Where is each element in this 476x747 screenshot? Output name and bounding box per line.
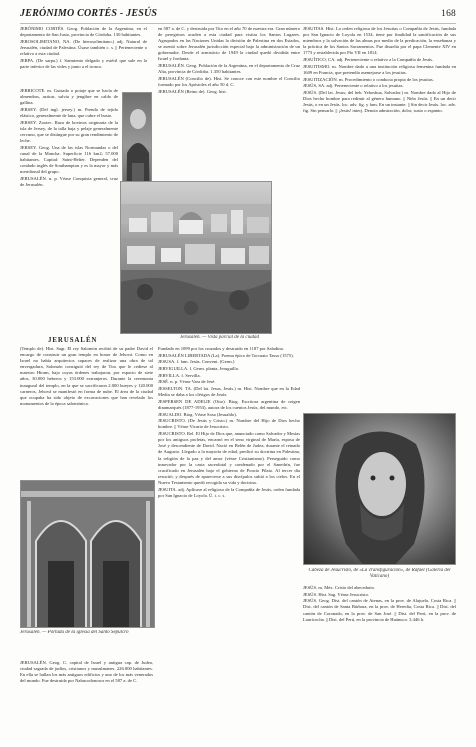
column-1-top-narrow: [20, 88, 118, 323]
entry: JESUITAS. Hist. La orden religiosa de los Jesuitas o Compañía de Jesús, fundada por San Ignacio de Loyola en 1534, tiene por finalidad la santificación de sus miembros y la salvación de las almas por medio de la predicación, la enseñanza y la práctica de los Santos Sacramentos. Fue disuelta por el papa Clemente XIV en 1773 y restablecida por Pío VII en 1814.: [303, 26, 456, 56]
column-3-top: [303, 26, 456, 410]
page-header: [20, 8, 456, 22]
column-2-middle: [158, 346, 300, 741]
entry: JESPERSEN DE ADELIE (Otto). Biog. Escritora argentina de origen dinamarqués (1877-1953), autora de los cuentos Jesús, del mundo, etc.: [158, 398, 300, 410]
entry: JESSELTON. TA. (Del lat. Jesus, Jesús.) m. Hist. Nombre que en la Edad Media se daba a los clérigos de Jesús.: [158, 386, 300, 398]
entry: JERPA. (De sarpa.) f. Sarmiento delgado y estéril que sale en la parte inferior de las vides y junto a el tronco.: [20, 57, 147, 69]
entry: JERUSALÉN (Reino de). Geog. hist.: [158, 88, 227, 94]
entry: JESUITIZACIÓN. m. Procedimiento o conducta propia de los jesuitas.: [303, 76, 434, 82]
entry: JESÚS. m. Méx. Cristo del abecedario.: [303, 585, 376, 590]
christ-head: [304, 414, 456, 565]
column-3-bottom: [303, 585, 456, 740]
running-head: JERÓNIMO CORTÉS - JESÚS: [20, 8, 158, 19]
entry: JERSEY. (Del ingl. jersey.) m. Prenda de tejido elástico, generalmente de lana, que cubre el busto.: [20, 106, 118, 118]
column-1-top: [20, 26, 147, 88]
entry: JESUCRISTO. (De Jesús y Cristo.) m. Nombre del Hijo de Dios hecho hombre. || Véase Vicario de Jesucristo.: [158, 418, 300, 430]
entry: JERÓNIMO CORTÉS. Geog. Población de la Argentina, en el departamento de San Justo, provincia de Córdoba. 130 habitantes.: [20, 26, 147, 38]
entry: JERUSALÉN. n. p. Véase Conquista general, cruz de Jerusalén.: [20, 175, 118, 187]
jerusalem-city-scene: [121, 182, 272, 334]
header-rule: [20, 23, 456, 24]
entry: JERUSALÉN LIBERTADA (La). Poema épico de Torcuato Tasso (1575).: [158, 352, 294, 358]
entry: JESÚS. Geog. Dist. del cantón de Atenas, en la prov. de Alajuela, Costa Rica. || Dist. del cantón de Santa Bárbara, en la prov. de Heredia, Costa Rica. || Dist. del cantón de Coronado, en la prov. de San José. || Dist. del Perú, en la prov. de Lauricocha. || Dist. del Perú, en la provincia de Huánuco. 3.446 h.: [303, 598, 456, 622]
jerusalem-caption: Jerusalén. — Vista parcial de la ciudad: [180, 335, 260, 340]
column-1-middle: [20, 346, 153, 478]
entry: JERVIGUILLA. f. Germ. planta, Jeruguilla.: [158, 366, 239, 372]
entry: Fundado en 1099 por los cruzados y destruido en 1187 por Saladino.: [158, 346, 285, 351]
entry: JERUSALÉN. Geog. C. capital de Israel y antigua cap. de Judea, ciudad sagrada de judíos, cristianos y musulmanes. 226.000 habitantes. En ella se hallan los más antiguos edificios y uno de los más venerados del mundo. Fue destruida por Nabucodonosor en el 587 a. de C.: [20, 660, 153, 684]
entry: en 587 a. de C. y destruida por Tito en el año 70 de nuestra era. Gran número de peregrinos acuden a esta ciudad para visitar los Santos Lugares. Agrupados en las Naciones Unidas la división de Palestina en dos Estados, se asentó sobre Jerusalén jurisdicción especial bajo la administración de un gobernador. Desde el armisticio de 1949 la ciudad quedó dividida entre Israel y Jordania.: [158, 26, 300, 62]
entry: JEROSOLIMITANO, NA. (De hierosolimitano.) adj. Natural de Jerusalén, ciudad de Palestina. Úsase también c. s. || Perteneciente o relativo a esta ciudad.: [20, 38, 147, 56]
entry: JESUCRISTO. Rel. El Hijo de Dios que, anunciado como Salvador y Mesías por los antiguos profetas, encarnó en el seno virginal de María, esposa de José y descendiente de David. Nació en Belén de Judea, durante el reinado de Augusto. Llegado a la mayoría de edad, predicó su doctrina en Palestina, la religión de la paz y del amor (véase Cristianismo). Perseguido como innovador por la casta sacerdotal y condenado por el Sanedrín, fue crucificado en Jerusalén bajo el gobierno de Poncio Pilato. Al tercer día resucitó, y después de aparecerse a sus discípulos subió a los cielos. En el Nuevo Testamento quedó recogida su vida y doctrina.: [158, 431, 300, 485]
entry: (Templo de). Hist. Sagr. El rey Salomón recibió de su padre David el encargo de construir un gran templo en honor de Jehová. Como en Israel no había arquitectos capaces de realizar una obra de tal envergadura, Salomón consiguió del rey de Tiro que le cediese al maestro Hiram, bajo cuyas órdenes trabajaron, por espacio de siete años, 30.000 hebreos y 153.000 extranjeros. Durante la ceremonia inaugural del templo, en la que se sacrificaron 2.000 bueyes y 120.000 carneros, Jehová se manifestó en forma de nube. El área de la ciudad que ocupaba ha sido objeto de excavaciones que han revelado los monumentos de la época salomónica.: [20, 346, 153, 406]
page-number: 168: [441, 9, 456, 19]
entry: JERSEY. Zootec. Raza de bovinos originaria de la isla de Jersey, de la talla baja y pelaje generalmente cervuno, que se distingue por su gran rendimiento de leche.: [20, 119, 118, 143]
christ-caption: Cabeza de Jesucristo, de «La Transfiguración», de Rafael (Galería del Vaticano): [308, 568, 451, 579]
entry: JESUALDO. Biog. Véase Sosa (Jesualdo).: [158, 411, 237, 417]
jerusalem-panorama-image: [120, 181, 272, 334]
church-caption: Jerusalén. — Portada de la iglesia del Santo Sepulcro: [20, 630, 129, 635]
entry: JERUSALÉN. Geog. Población de la Argentina, en el departamento de Cruz Alta, provincia de Córdoba. 1.350 habitantes.: [158, 63, 300, 75]
entry: JESUITISMO. m. Nombre dado a una institución religiosa femenina fundada en 1609 en Francia, que pretendía asemejarse a los jesuitas.: [303, 63, 456, 75]
entry: JESUÍTICO, CA. adj. Perteneciente o relativo a la Compañía de Jesús.: [303, 57, 434, 63]
entry: JERUSALÉN (Concilio de). Hist. Se conoce con este nombre el Concilio formado por los Apóstoles el año 50 d. C.: [158, 75, 300, 88]
church-facade: [21, 481, 155, 628]
entry: JERSEY. Geog. Una de las islas Normandas o del canal de la Mancha. Superficie 116 km2; 57.000 habitantes. Capital: Saint-Helier. Dependen del condado inglés de Southampton y es la mayor y más meridional del grupo.: [20, 144, 118, 174]
church-portal-image: [20, 480, 155, 628]
entry: JESÚS. (Del lat. Jesus; del heb. Yehoshua, Salvador.) m. Nombre dado al Hijo de Dios hecho hombre para redimir al género humano. || Niño Jesús. || En un decir Jesús, o en un Jesús. loc. adv. fig. y fam. En un instante. || Sin decir Jesús. loc. adv. fig. Sin pensarlo. || ¡Jesús! interj. Denota admiración, dolor, susto o espanto.: [303, 89, 456, 114]
entry: JESÚS. Hist. Sag. Véase Jesucristo.: [303, 591, 370, 597]
entry: JERRICOTE. m. Guisado o potaje que se hacía de almendras, azúcar, salvia y jengibre en caldo de gallina.: [20, 88, 118, 106]
entry: JESUSA. f. fam. Jesús. Convent. (Germ.): [158, 359, 235, 365]
column-1-bottom: [20, 660, 153, 740]
entry: JERVILLA. f. Servilla.: [158, 372, 201, 378]
entry: JESUITA. adj. Aplícase al religioso de la Compañía de Jesús, orden fundada por San Ignacio de Loyola. Ú. t. c. s.: [158, 486, 300, 498]
column-2-top: [158, 26, 300, 178]
entry: JESÉ. n. p. Véase Vara de Jesé.: [158, 379, 216, 385]
headword-jerusalen: JERUSALÉN: [48, 337, 98, 344]
entry: JESÚS, SA. adj. Perteneciente o relativo a los jesuitas.: [303, 83, 404, 89]
christ-painting-image: [303, 413, 456, 565]
